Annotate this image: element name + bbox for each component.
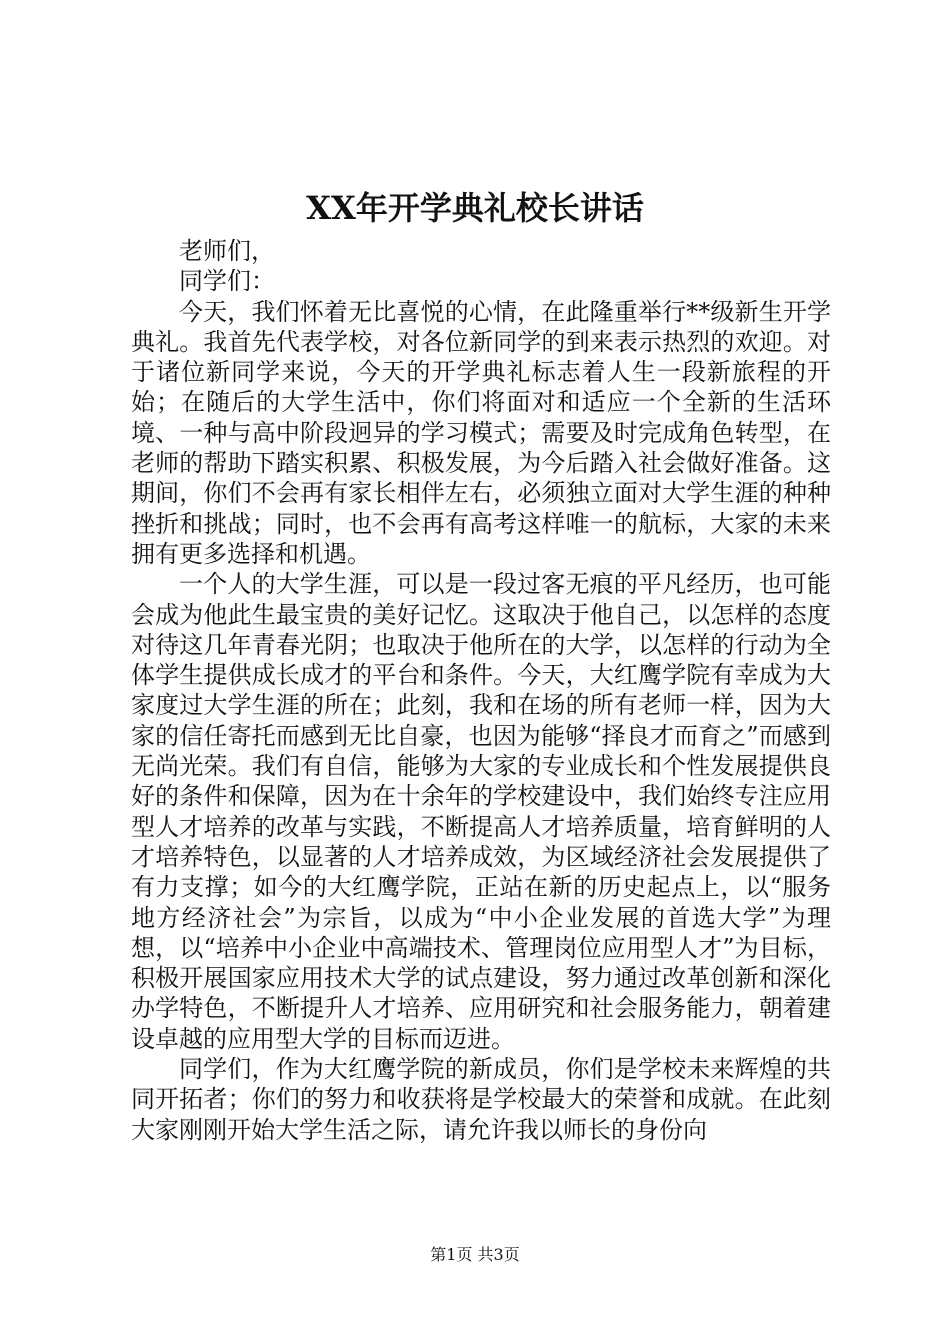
body-paragraph: 今天，我们怀着无比喜悦的心情，在此隆重举行**级新生开学典礼。我首先代表学校，对各位新同学的到来表示热烈的欢迎。对于诸位新同学来说，今天的开学典礼标志着人生一段新旅程的开始；在随后的大学生活中，你们将面对和适应一个全新的生活环境、一种与高中阶段迥异的学习模式；需要及时完成角色转型，在老师的帮助下踏实积累、积极发展，为今后踏入社会做好准备。这期间，你们不会再有家长相伴左右，必须独立面对大学生涯的种种挫折和挑战；同时，也不会再有高考这样唯一的航标，大家的未来拥有更多选择和机遇。: [131, 297, 831, 568]
salutation-students: 同学们：: [179, 267, 275, 296]
body-paragraph: 同学们，作为大红鹰学院的新成员，你们是学校未来辉煌的共同开拓者；你们的努力和收获将是学校最大的荣誉和成就。在此刻大家刚刚开始大学生活之际，请允许我以师长的身份向: [131, 1055, 831, 1144]
document-body: [131, 236, 831, 1145]
page-footer: 第1页 共3页: [430, 1245, 520, 1264]
document-title: XX年开学典礼校长讲话: [306, 189, 644, 227]
body-paragraph: 一个人的大学生涯，可以是一段过客无痕的平凡经历，也可能会成为他此生最宝贵的美好记忆。这取决于他自己，以怎样的态度对待这几年青春光阴；也取决于他所在的大学，以怎样的行动为全体学生提供成长成才的平台和条件。今天，大红鹰学院有幸成为大家度过大学生涯的所在；此刻，我和在场的所有老师一样，因为大家的信任寄托而感到无比自豪，也因为能够“择良才而育之”而感到无尚光荣。我们有自信，能够为大家的专业成长和个性发展提供良好的条件和保障，因为在十余年的学校建设中，我们始终专注应用型人才培养的改革与实践，不断提高人才培养质量，培育鲜明的人才培养特色，以显著的人才培养成效，为区域经济社会发展提供了有力支撑；如今的大红鹰学院，正站在新的历史起点上，以“服务地方经济社会”为宗旨，以成为“中小企业发展的首选大学”为理想，以“培养中小企业中高端技术、管理岗位应用型人才”为目标，积极开展国家应用技术大学的试点建设，努力通过改革创新和深化办学特色，不断提升人才培养、应用研究和社会服务能力，朝着建设卓越的应用型大学的目标而迈进。: [131, 570, 831, 1053]
salutation-teachers: 老师们，: [179, 237, 275, 265]
